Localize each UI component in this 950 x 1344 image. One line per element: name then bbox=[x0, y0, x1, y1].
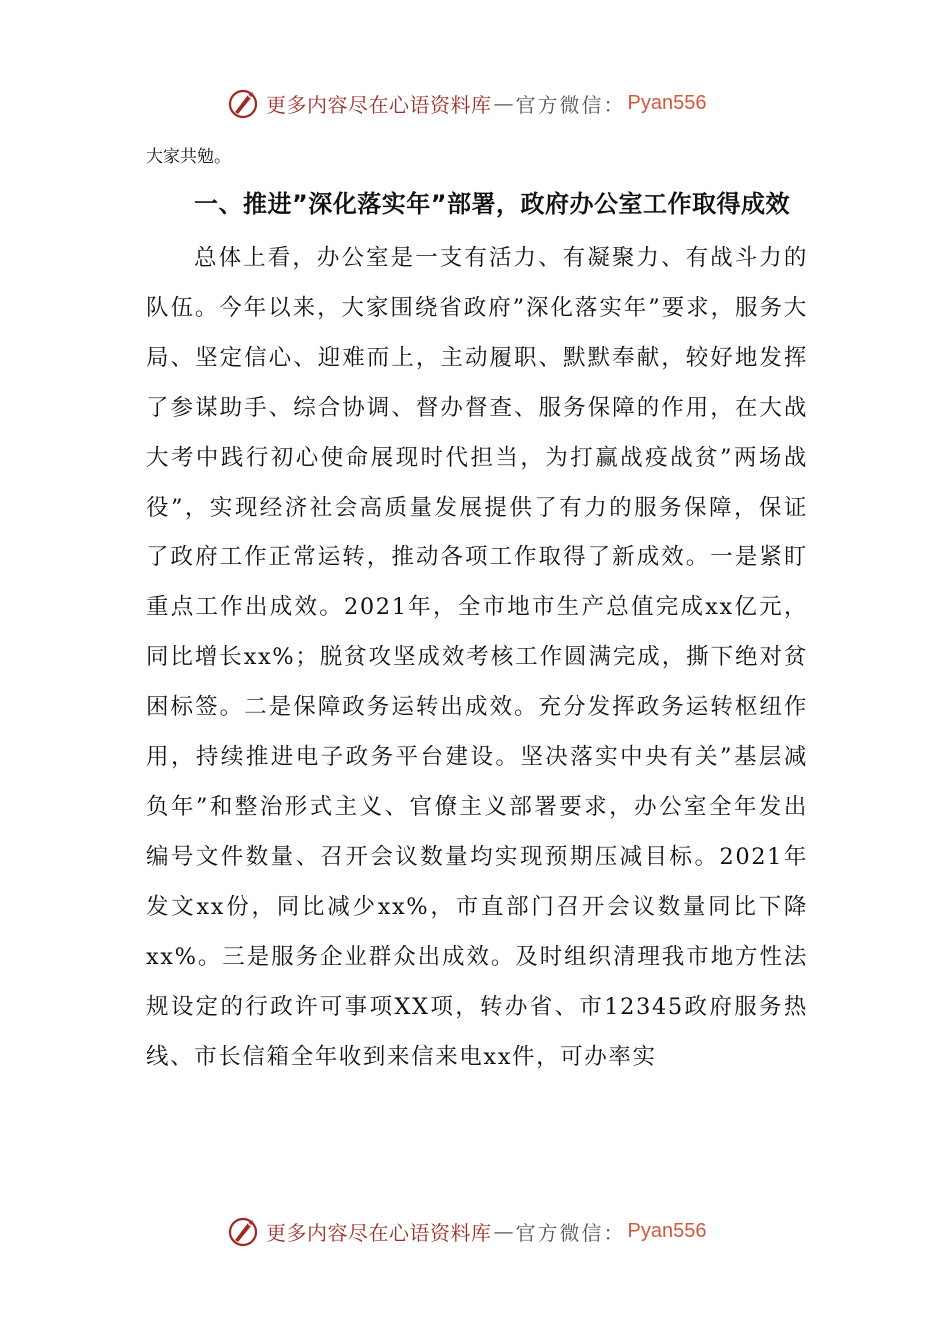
footer-watermark bbox=[226, 1211, 706, 1251]
watermark-wechat-label: 官方微信： bbox=[515, 1220, 626, 1245]
document-content bbox=[146, 140, 808, 1082]
pen-nib-circle-icon bbox=[226, 86, 260, 120]
watermark-brand-text: 更多内容尽在心语资料库 bbox=[266, 92, 492, 117]
header-watermark bbox=[226, 83, 706, 123]
watermark-dash: — bbox=[493, 1219, 514, 1243]
pen-nib-circle-icon bbox=[226, 1214, 260, 1248]
watermark-brand-text: 更多内容尽在心语资料库 bbox=[266, 1220, 492, 1245]
section-heading: 一、推进”深化落实年”部署，政府办公室工作取得成效 bbox=[194, 190, 791, 218]
watermark-wechat-id: Pyan556 bbox=[627, 1219, 707, 1242]
continuation-line: 大家共勉。 bbox=[146, 147, 231, 167]
watermark-wechat-label: 官方微信： bbox=[515, 92, 626, 117]
watermark-dash: — bbox=[493, 91, 514, 115]
watermark-wechat-id: Pyan556 bbox=[627, 91, 707, 114]
body-paragraph: 总体上看，办公室是一支有活力、有凝聚力、有战斗力的队伍。今年以来，大家围绕省政府”深化落实年”要求，服务大局、坚定信心、迎难而上，主动履职、默默奉献，较好地发挥了参谋助手、综合协调、督办督查、服务保障的作用，在大战大考中践行初心使命展现时代担当，为打赢战疫战贫”两场战役”，实现经济社会高质量发展提供了有力的服务保障，保证了政府工作正常运转，推动各项工作取得了新成效。一是紧盯重点工作出成效。2021年，全市地市生产总值完成xx亿元，同比增长xx%；脱贫攻坚成效考核工作圆满完成，撕下绝对贫困标签。二是保障政务运转出成效。充分发挥政务运转枢纽作用，持续推进电子政务平台建设。坚决落实中央有关”基层减负年”和整治形式主义、官僚主义部署要求，办公室全年发出编号文件数量、召开会议数量均实现预期压减目标。2021年发文xx份，同比减少xx%，市直部门召开会议数量同比下降xx%。三是服务企业群众出成效。及时组织清理我市地方性法规设定的行政许可事项XX项，转办省、市12345政府服务热线、市长信箱全年收到来信来电xx件，可办率实 bbox=[146, 245, 808, 1070]
